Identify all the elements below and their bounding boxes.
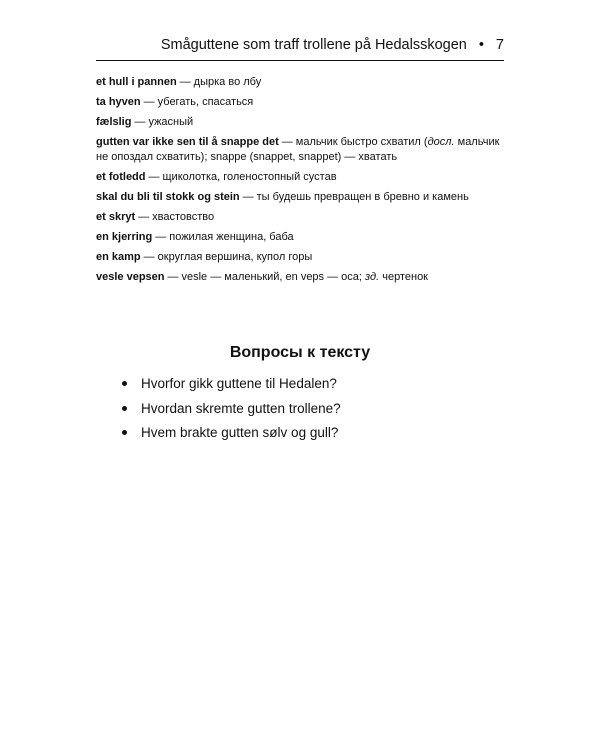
page-number: 7 xyxy=(495,37,504,53)
glossary-dash: — xyxy=(155,231,167,243)
glossary-entry xyxy=(96,170,504,185)
glossary-definition: дырка во лбу xyxy=(193,76,262,88)
glossary-entry xyxy=(96,270,504,285)
glossary-definition-cont: чертенок xyxy=(382,271,428,283)
glossary-definition: пожилая женщина, баба xyxy=(169,231,294,243)
glossary-entry xyxy=(96,75,504,90)
glossary-definition: убегать, спасаться xyxy=(157,96,254,108)
glossary xyxy=(96,75,504,290)
glossary-definition: ты будешь превращен в бревно и камень xyxy=(256,191,469,203)
glossary-term: fælslig xyxy=(96,116,132,128)
glossary-dash: — xyxy=(167,271,179,283)
glossary-entry: gutten var ikke sen til å snappe det — мальчик быстро схватил (досл. мальчик не опоздал схватить); snappe (snappet, snappet) — хватать xyxy=(96,136,500,163)
glossary-abbrev: досл. xyxy=(427,136,455,148)
glossary-entry xyxy=(96,250,504,265)
questions-list xyxy=(122,375,341,449)
glossary-definition-cont: мальчик не опоздал схватить); snappe (snappet, snappet) — хватать xyxy=(96,136,500,163)
glossary-term: en kjerring xyxy=(96,231,153,243)
questions-title: Вопросы к тексту xyxy=(229,344,371,361)
bullet-icon xyxy=(122,406,127,411)
glossary-dash: — xyxy=(242,191,254,203)
question-text: Hvorfor gikk guttene til Hedalen? xyxy=(141,376,337,391)
glossary-dash: — xyxy=(143,251,155,263)
glossary-dash: — xyxy=(179,76,191,88)
glossary-term: et hull i pannen xyxy=(96,76,177,88)
glossary-definition: мальчик быстро схватил xyxy=(295,136,421,148)
bullet-icon xyxy=(122,381,127,386)
glossary-definition: округлая вершина, купол горы xyxy=(157,251,313,263)
glossary-entry xyxy=(96,95,504,110)
glossary-term: vesle vepsen xyxy=(96,271,165,283)
glossary-dash: — xyxy=(138,211,150,223)
glossary-definition: хвастовство xyxy=(152,211,215,223)
running-title: Småguttene som traff trollene på Hedalsskogen xyxy=(160,37,467,53)
glossary-entry xyxy=(96,190,504,205)
glossary-dash: — xyxy=(134,116,146,128)
question-item xyxy=(122,375,341,392)
question-text: Hvem brakte gutten sølv og gull? xyxy=(141,425,339,440)
glossary-term: et fotledd xyxy=(96,171,146,183)
question-text: Hvordan skremte gutten trollene? xyxy=(141,400,341,416)
glossary-dash: — xyxy=(148,171,160,183)
glossary-term: en kamp xyxy=(96,251,141,263)
glossary-dash: — xyxy=(281,136,293,148)
running-header xyxy=(96,36,504,61)
glossary-entry xyxy=(96,230,504,245)
question-item xyxy=(122,400,341,417)
glossary-entry xyxy=(96,115,504,130)
glossary-definition: щиколотка, голеностопный сустав xyxy=(162,171,337,183)
glossary-term: gutten var ikke sen til å snappe det xyxy=(96,136,279,148)
glossary-definition: vesle — маленький, en veps — оса; xyxy=(181,271,362,283)
bullet-icon xyxy=(122,430,127,435)
glossary-abbrev: зд. xyxy=(365,271,380,283)
glossary-term: et skryt xyxy=(96,211,136,223)
question-item xyxy=(122,424,341,441)
glossary-dash: — xyxy=(143,96,155,108)
glossary-term: skal du bli til stokk og stein xyxy=(96,191,240,203)
glossary-term: ta hyven xyxy=(96,96,141,108)
glossary-definition: ужасный xyxy=(148,116,194,128)
glossary-entry xyxy=(96,210,504,225)
header-separator: • xyxy=(478,37,484,53)
